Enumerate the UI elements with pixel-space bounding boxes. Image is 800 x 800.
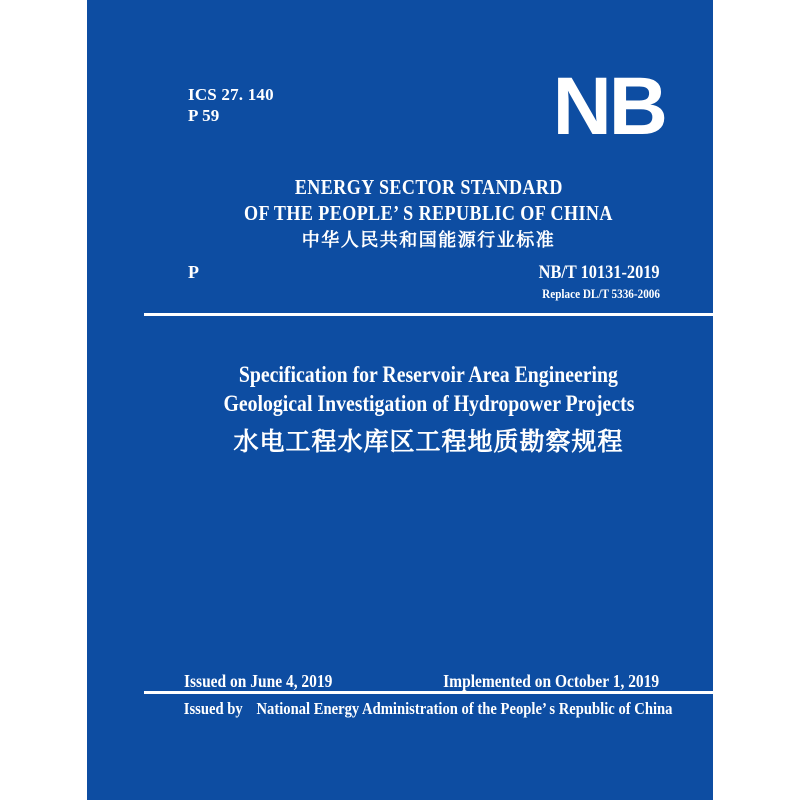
title-en-line2: Geological Investigation of Hydropower Projects [223,391,634,416]
issue-date: Issued on June 4, 2019 [184,671,333,691]
title-zh: 水电工程水库区工程地质勘察规程 [233,428,624,456]
issued-by-label: Issued by [184,699,244,718]
classification-codes [188,84,274,126]
replaced-standard: Replace DL/T 5336-2006 [542,286,660,301]
standard-number: NB/T 10131-2019 [539,262,660,283]
document-class-code: P 59 [188,106,220,125]
nb-logo: NB [552,61,665,152]
top-divider-rule [144,313,713,316]
standard-name-en-line1: ENERGY SECTOR STANDARD [294,175,563,199]
bottom-divider-rule [144,691,713,694]
standard-cover [87,0,713,800]
document-title [144,360,713,457]
ics-code: ICS 27. 140 [188,85,274,104]
title-en-line1: Specification for Reservoir Area Engineering [238,362,619,387]
issued-by-value: National Energy Administration of the People’ s Republic of China [256,699,673,718]
standard-name-zh: 中华人民共和国能源行业标准 [301,230,556,250]
standard-name-en-line2: OF THE PEOPLE’ S REPUBLIC OF CHINA [244,201,613,225]
dates-row [184,670,659,692]
standard-name-header [144,174,713,252]
implementation-date: Implemented on October 1, 2019 [443,671,659,691]
class-letter: P [188,262,199,282]
issued-by-row [144,698,713,720]
